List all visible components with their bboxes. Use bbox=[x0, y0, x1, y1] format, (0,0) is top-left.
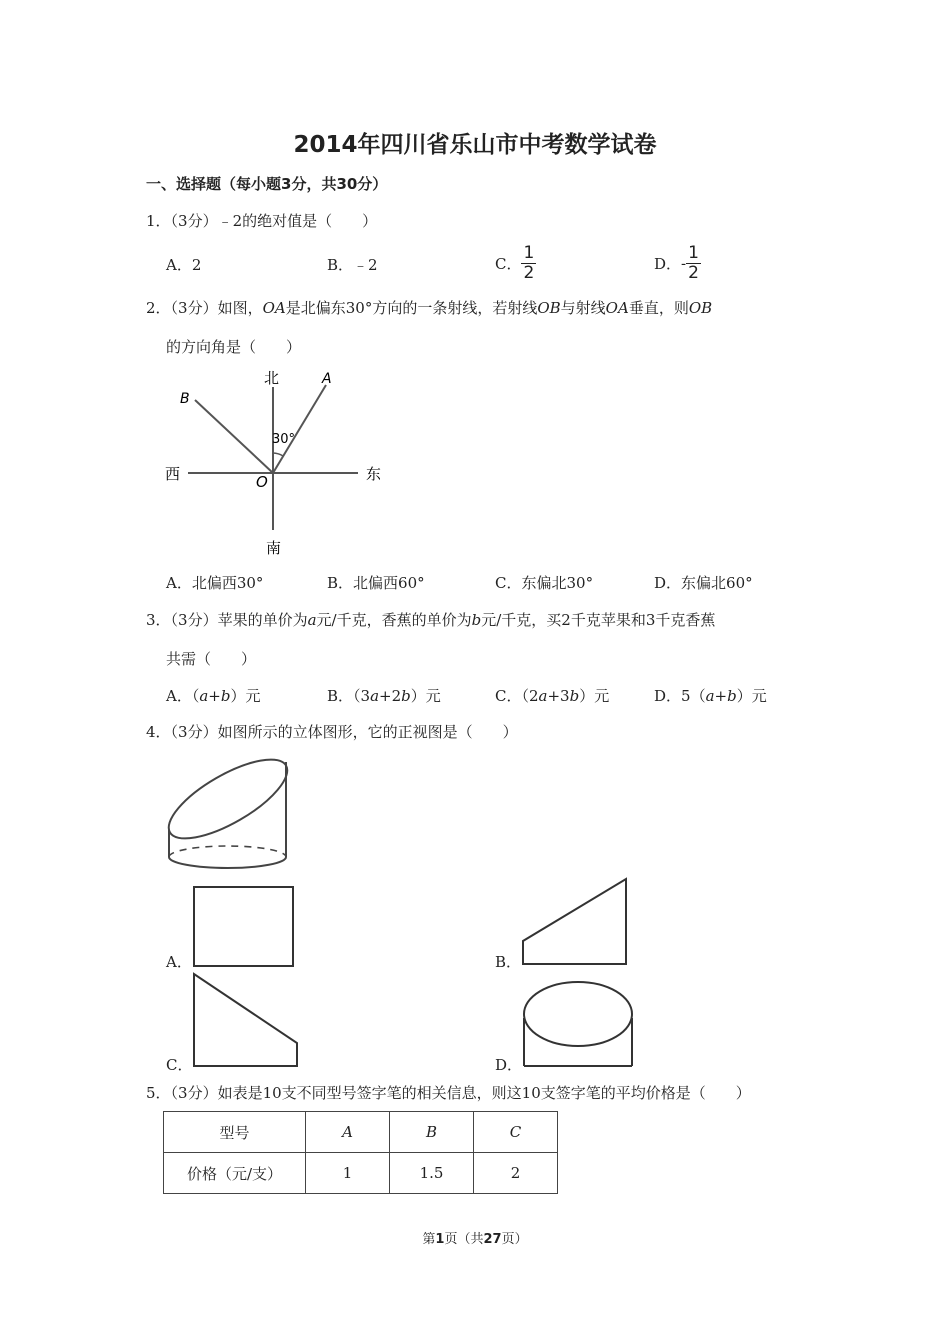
q4-option-d-figure bbox=[518, 978, 638, 1070]
q1-option-c: C． $\frac{1}{2}$ bbox=[495, 243, 535, 283]
q1-option-d: D．- $\frac{1}{2}$ bbox=[654, 243, 699, 283]
q2-option-a: A．北偏西30° bbox=[166, 574, 264, 592]
table-cell: C bbox=[474, 1112, 558, 1153]
q3-stem-line2: 共需（ ） bbox=[166, 650, 257, 668]
point-a-label: A bbox=[322, 371, 332, 387]
fraction: $\frac{1}{2}$ bbox=[523, 243, 535, 283]
table-row bbox=[164, 1153, 558, 1194]
table-cell: B bbox=[390, 1112, 474, 1153]
table-cell: 1.5 bbox=[390, 1153, 474, 1194]
table-cell: A bbox=[306, 1112, 390, 1153]
q4-option-b-figure bbox=[518, 875, 630, 969]
angle-label: 30° bbox=[272, 432, 296, 447]
fraction: $\frac{1}{2}$ bbox=[688, 243, 699, 283]
q1-option-a: A．2 bbox=[166, 256, 202, 274]
q3-stem: 3．（3分）苹果的单价为a元/千克，香蕉的单价为b元/千克，买2千克苹果和3千克香蕉 bbox=[146, 611, 716, 629]
west-label: 西 bbox=[165, 465, 181, 483]
q1-stem: 1．（3分）﹣2的绝对值是（ ） bbox=[146, 212, 378, 230]
q4-option-a-label: A． bbox=[166, 953, 192, 971]
q4-solid-figure bbox=[160, 752, 300, 877]
angle-arc bbox=[273, 453, 283, 456]
q4-option-b-label: B． bbox=[495, 953, 522, 971]
q2-compass-figure bbox=[160, 365, 400, 560]
q2-option-c: C．东偏北30° bbox=[495, 574, 594, 592]
table-row bbox=[164, 1112, 558, 1153]
q4-option-a-figure bbox=[190, 884, 298, 969]
table-cell: 型号 bbox=[164, 1112, 306, 1153]
ray-ob bbox=[195, 400, 273, 473]
q4-option-c-label: C． bbox=[166, 1056, 193, 1074]
page-footer: 第1页（共27页） bbox=[422, 1232, 528, 1247]
q2-stem-line2: 的方向角是（ ） bbox=[166, 338, 302, 356]
point-b-label: B bbox=[180, 391, 190, 407]
q2-option-b: B．北偏西60° bbox=[327, 574, 425, 592]
south-label: 南 bbox=[266, 539, 282, 557]
section-heading: 一、选择题（每小题3分，共30分） bbox=[146, 175, 388, 193]
east-label: 东 bbox=[366, 465, 382, 483]
q5-table bbox=[163, 1111, 558, 1194]
q3-option-c: C．（2a+3b）元 bbox=[495, 687, 610, 705]
q3-option-d: D．5（a+b）元 bbox=[654, 687, 767, 705]
q2-option-d: D．东偏北60° bbox=[654, 574, 753, 592]
q4-stem: 4．（3分）如图所示的立体图形，它的正视图是（ ） bbox=[146, 723, 518, 741]
q5-stem: 5．（3分）如表是10支不同型号签字笔的相关信息，则这10支签字笔的平均价格是（ ） bbox=[146, 1084, 751, 1102]
q1-option-b: B．﹣2 bbox=[327, 256, 378, 274]
q3-option-b: B．（3a+2b）元 bbox=[327, 687, 441, 705]
q4-option-c-figure bbox=[190, 970, 302, 1070]
north-label: 北 bbox=[264, 369, 280, 387]
point-o-label: O bbox=[256, 473, 268, 491]
q2-stem: 2．（3分）如图，OA是北偏东30°方向的一条射线，若射线OB与射线OA垂直，则OB bbox=[146, 299, 713, 317]
table-cell: 价格（元/支） bbox=[164, 1153, 306, 1194]
ray-oa bbox=[273, 385, 326, 473]
page-title: 2014年四川省乐山市中考数学试卷 bbox=[293, 132, 657, 158]
q3-option-a: A．（a+b）元 bbox=[166, 687, 261, 705]
table-cell: 1 bbox=[306, 1153, 390, 1194]
table-cell: 2 bbox=[474, 1153, 558, 1194]
q4-option-d-label: D． bbox=[495, 1056, 523, 1074]
